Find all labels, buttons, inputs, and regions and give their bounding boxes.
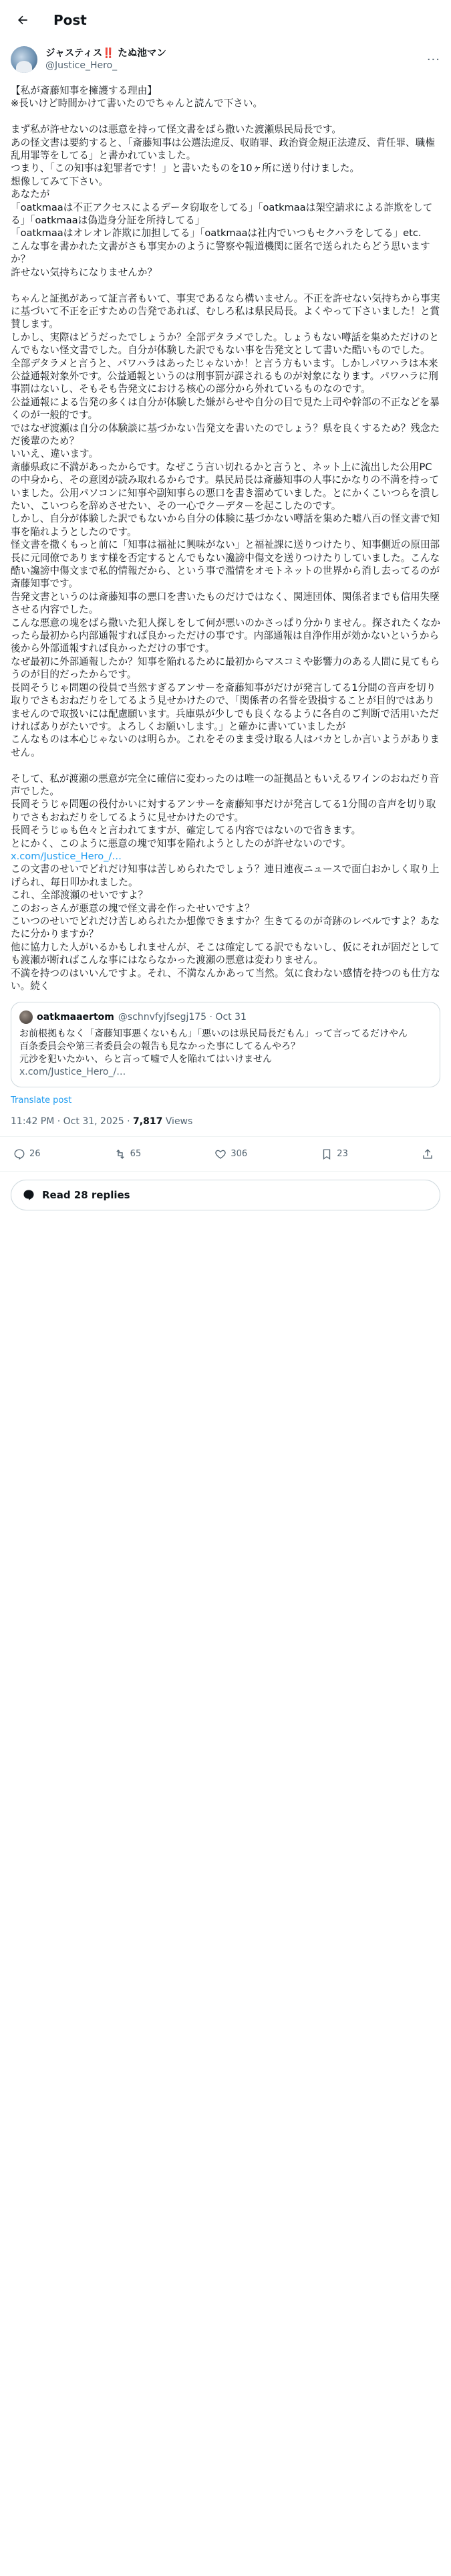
text-line: しかし、実際はどうだったでしょうか？全部デタラメでした。しょうもない噂話を集めただけのとんでもない怪文書でした。自分が体験した訳でもない事を告発文として書いた酷いものでした。 <box>11 331 439 356</box>
text-line: 「oatkmaaはオレオレ詐欺に加担してる」「oatkmaaは社内でいつもセクハラをしてる」etc. <box>11 227 422 239</box>
text-line: いいえ、違います。 <box>11 448 99 460</box>
repost-button[interactable] <box>114 1148 142 1160</box>
text-line: 想像してみて下さい。 <box>11 175 108 187</box>
top-bar <box>0 0 451 40</box>
views-label: Views <box>162 1116 193 1128</box>
text-line: とにかく、このように悪意の塊で知事を陥れようとしたのが許せないのです。 <box>11 837 351 849</box>
text-line: なぜ最初に外部通報したか？知事を陥れるために最初からマスコミや影響力のある人間に見てもらうのが目的だったからです。 <box>11 655 440 681</box>
back-arrow-icon <box>16 13 29 27</box>
text-line: 百条委員会や第三者委員会の報告も見なかった事にしてるんやろ？ <box>19 1041 300 1053</box>
like-count: 306 <box>231 1149 248 1160</box>
repost-icon <box>114 1148 126 1160</box>
author-display-name[interactable]: ジャスティス‼️ たぬ池マン <box>45 48 166 59</box>
comment-icon <box>22 1188 35 1202</box>
bookmark-icon <box>321 1148 333 1160</box>
bookmark-count: 23 <box>337 1149 348 1160</box>
text-line: あの怪文書は要約すると、「斎藤知事は公選法違反、収賄罪、政治資金規正法違反、背任罪、職権乱用罪等をしてる」と書かれていました。 <box>11 136 435 162</box>
quote-link[interactable]: x.com/Justice_Hero_/… <box>19 1067 126 1078</box>
reply-button[interactable] <box>13 1148 41 1160</box>
read-replies-label: Read 28 replies <box>42 1189 130 1202</box>
read-replies-button[interactable] <box>11 1180 440 1210</box>
quote-author-handle: @schnvfyjfsegj175 · Oct 31 <box>118 1012 247 1023</box>
quote-author-name: oatkmaaertom <box>37 1012 114 1023</box>
text-line: 不満を持つのはいいんですよ。それ、不満なんかあって当然。気に食わない感情を持つのも仕方ない。続く <box>11 967 440 992</box>
page-title: Post <box>53 12 87 28</box>
text-line: これ、全部渡瀬のせいですよ？ <box>11 889 148 901</box>
back-button[interactable] <box>11 8 35 32</box>
post-meta <box>0 1105 451 1137</box>
post-timestamp[interactable]: 11:42 PM · Oct 31, 2025 · <box>11 1116 134 1128</box>
text-line: 元沙を犯いたかい、らと言って嘘で人を陥れてはいけません <box>19 1054 272 1065</box>
text-line: お前根拠もなく「斎藤知事悪くないもん」「悪いのは県民局長だもん」って言ってるだけやん <box>19 1029 408 1040</box>
action-bar <box>0 1137 451 1172</box>
post-text <box>0 75 451 992</box>
text-line: 怪文書を撒くもっと前に「知事は福祉に興味がない」と福祉課に送りつけたり、知事側近の原田部長に元同僚であります様を否定するとんでもない讒謗中傷文を送りつけたりしていました。こんな酷い讒謗中傷文まで私的情報だから、という事で濫情をオモトネットの世界から消し去ってるのが斎藤知事です。 <box>11 539 440 590</box>
text-line: 全部デタラメと言うと、パワハラはあったじゃないか！と言う方もいます。しかしパワハラは本来公益通報対象外です。公益通報というのは刑事罰が課されるものが対象になります。パワハラに刑事罰はないし、そもそも告発文における核心の部分から外れているものなのです。 <box>11 357 438 395</box>
quote-avatar <box>19 1010 33 1024</box>
text-line: 許せない気持ちになりませんか？ <box>11 266 157 278</box>
text-line: こんな悪意の塊をばら撒いた犯人探しをして何が悪いのかさっぱり分かりません。探されたくなかったら最初から内部通報すれば良かっただけの事です。内部通報は自浄作用が効かないというから後から外部通報すれば良かっただけの事です。 <box>11 617 441 655</box>
more-options-icon[interactable]: ··· <box>426 52 440 67</box>
text-line: あなたが <box>11 189 50 201</box>
text-line: 公益通報による告発の多くは自分が体験した嫌がらせや自分の目で見た上司や幹部の不正などを暴くのが一般的です。 <box>11 396 440 421</box>
like-button[interactable] <box>214 1148 247 1160</box>
repost-count: 65 <box>130 1149 142 1160</box>
heart-icon <box>214 1148 227 1160</box>
text-line: ではなぜ渡瀬は自分の体験談に基づかない告発文を書いたのでしょう？県を良くするため？残念ただ後輩のため？ <box>11 422 440 447</box>
text-line: 告発文書というのは斎藤知事の悪口を書いたものだけではなく、関連団体、関係者までも信用失墜させる内容でした。 <box>11 591 440 616</box>
text-line: まず私が許せないのは悪意を持って怪文書をばら撒いた渡瀬県民局長です。 <box>11 124 342 136</box>
text-line: こんな事を書かれた文書がさも事実かのように警察や報道機関に匿名で送られたらどう思いますか？ <box>11 240 430 265</box>
text-line: つまり、「この知事は犯罪者です！」と書いたものを10ヶ所に送り付けました。 <box>11 163 360 175</box>
text-line: しかし、自分が体験した訳でもないから自分の体験に基づかない噂話を集めた嘘八百の怪文書で知事を陥れようとしたのです。 <box>11 513 440 538</box>
quoted-post[interactable] <box>11 1002 440 1087</box>
views-count: 7,817 <box>133 1116 163 1128</box>
text-line: 斎藤県政に不満があったからです。なぜこう言い切れるかと言うと、ネット上に流出した公用PCの中身から、その意図が読み取れるからです。県民局長は斎藤知事の人事にかなりの不満を持っていました。公用パソコンに知事や副知事らの悪口を書き溜めていました。とにかくこいつらを潰したい、こいつらを辞めさせたい、その一心でクーデターを起こしたのです。 <box>11 461 440 512</box>
text-line: ※長いけど時間かけて書いたのでちゃんと読んで下さい。 <box>11 98 263 110</box>
quote-text <box>19 1028 432 1079</box>
text-line: 【私が斎藤知事を擁護する理由】 <box>11 85 157 96</box>
text-line: 長岡そうじゃ問題の役付かいに対するアンサーを斎藤知事だけが発言してる1分間の音声を切り取りでさもおねだりをしてるように見せかけたのです。 <box>11 798 436 823</box>
text-line: 長岡そうじゅも色々と言われてますが、確定してる内容ではないので省きます。 <box>11 825 361 837</box>
text-line: こんなものは本心じゃないのは明らか。これをそのまま受け取る人はバカとしか言いようがありません。 <box>11 734 440 758</box>
text-line: ちゃんと証拠があって証言者もいて、事実であるなら構いません。不正を許せない気持ちから事実に基づいて不正を正すための告発であれば、むしろ私は県民局長。よくやって下さいました！と賞賛します。 <box>11 292 440 330</box>
reply-icon <box>13 1148 25 1160</box>
share-button[interactable] <box>422 1148 438 1160</box>
reply-count: 26 <box>29 1149 41 1160</box>
text-line: 他に協力した人がいるかもしれませんが、そこは確定してる訳でもないし、仮にそれが固だとしても渡瀬が断ればこんな事にはならなかった渡瀬の悪意は変わりません。 <box>11 941 440 966</box>
text-line: 「oatkmaaは不正アクセスによるデータ窃取をしてる」「oatkmaaは架空請求による詐欺をしてる」「oatkmaaは偽造身分証を所持してる」 <box>11 201 433 227</box>
text-line: そして、私が渡瀬の悪意が完全に確信に変わったのは唯一の証拠品ともいえるワインのおねだり音声でした。 <box>11 772 440 797</box>
text-line: こいつのせいでどれだけ苦しめられたか想像できますか？生きてるのが奇跡のレベルですよ？あなたに分かりますか？ <box>11 916 440 940</box>
share-icon <box>422 1148 434 1160</box>
avatar[interactable] <box>11 46 37 73</box>
author-handle[interactable]: @Justice_Hero_ <box>45 60 118 71</box>
post-link[interactable]: x.com/Justice_Hero_/… <box>11 850 122 862</box>
text-line: 長岡そうじゃ問題の役員で当然すぎるアンサーを斎藤知事がだけが発言してる1分間の音声を切り取りでさもおねだりをしてるよう見せかけたので、「関係者の名誉を毀損することが目的ではありませんので取扱いには配慮願います。兵庫県が少しでも良くなるように各自のご判断で活用いただければありがたいです。よろしくお願いします。」と確かに書いていましたが <box>11 681 439 732</box>
text-line: この文書のせいでどれだけ知事は苦しめられたでしょう？連日連夜ニュースで面白おかしく取り上げられ、毎日叩かれました。 <box>11 863 440 888</box>
translate-post-link[interactable]: Translate post <box>11 1095 72 1106</box>
post-author <box>0 40 451 75</box>
bookmark-button[interactable] <box>321 1148 348 1160</box>
text-line: このおっさんが悪意の塊で怪文書を作ったせいですよ？ <box>11 902 255 914</box>
